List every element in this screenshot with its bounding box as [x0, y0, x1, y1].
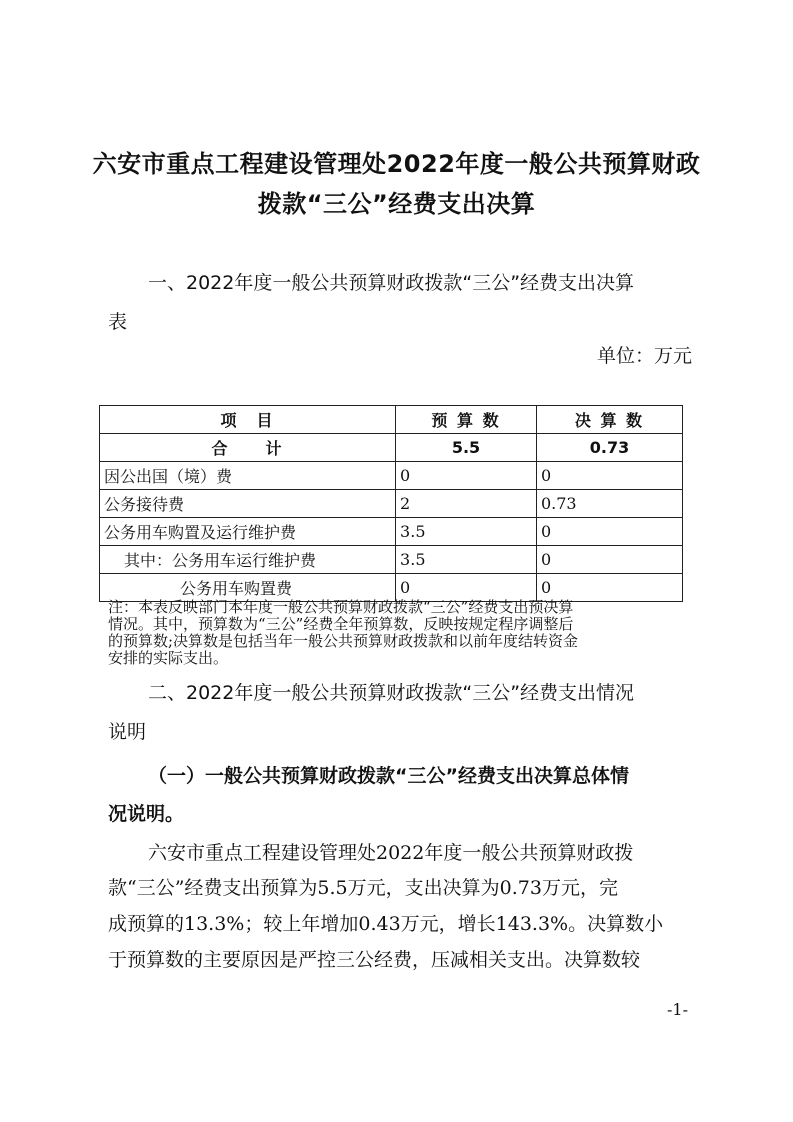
table-row [100, 518, 683, 546]
total-label: 合 计 [100, 434, 396, 462]
unit-label: 单位：万元 [596, 345, 692, 367]
row-budget: 3.5 [396, 518, 537, 546]
document-title-line-1: 六安市重点工程建设管理处2022年度一般公共预算财政 [92, 150, 701, 178]
section-1-heading-line-2: 表 [108, 311, 128, 333]
row-final: 0.73 [536, 490, 682, 518]
row-item: 公务用车购置及运行维护费 [100, 518, 396, 546]
subsection-1-heading-line-1: （一）一般公共预算财政拨款“三公”经费支出决算总体情 [148, 765, 629, 787]
row-final: 0 [536, 546, 682, 574]
note-line: 的预算数;决算数是包括当年一般公共预算财政拨款和以前年度结转资金 [108, 632, 579, 650]
section-1-heading-line-1: 一、2022年度一般公共预算财政拨款“三公”经费支出决算 [148, 272, 635, 294]
table-row [100, 490, 683, 518]
table-row [100, 462, 683, 490]
row-item: 因公出国（境）费 [100, 462, 396, 490]
row-final: 0 [536, 574, 682, 602]
note-line: 安排的实际支出。 [108, 649, 229, 667]
table-header-row [100, 406, 683, 434]
document-title-line-2: 拨款“三公”经费支出决算 [257, 190, 536, 218]
subsection-1-heading-line-2: 况说明。 [108, 803, 185, 825]
section-2-heading-line-2: 说明 [108, 721, 147, 743]
row-final: 0 [536, 518, 682, 546]
header-budget: 预 算 数 [396, 406, 537, 434]
body-paragraph-line-1: 六安市重点工程建设管理处2022年度一般公共预算财政拨 [148, 842, 634, 864]
page-number: -1- [667, 1000, 688, 1019]
row-item: 其中：公务用车运行维护费 [100, 546, 396, 574]
header-final: 决 算 数 [536, 406, 682, 434]
table-total-row [100, 434, 683, 462]
table-row [100, 546, 683, 574]
row-item: 公务用车购置费 [100, 574, 396, 602]
row-budget: 3.5 [396, 546, 537, 574]
table-note [108, 599, 698, 667]
three-public-expenses-table [99, 405, 683, 602]
row-final: 0 [536, 462, 682, 490]
note-line: 情况。其中，预算数为“三公”经费全年预算数，反映按规定程序调整后 [108, 615, 574, 633]
total-final: 0.73 [536, 434, 682, 462]
note-line: 注：本表反映部门本年度一般公共预算财政拨款“三公”经费支出预决算 [108, 598, 574, 616]
section-2-heading-line-1: 二、2022年度一般公共预算财政拨款“三公”经费支出情况 [148, 682, 635, 704]
row-budget: 2 [396, 490, 537, 518]
total-budget: 5.5 [396, 434, 537, 462]
row-item: 公务接待费 [100, 490, 396, 518]
body-paragraph-line-2: 款“三公”经费支出预算为5.5万元，支出决算为0.73万元，完 [108, 877, 618, 899]
body-paragraph-line-3: 成预算的13.3%；较上年增加0.43万元，增长143.3%。决算数小 [108, 913, 664, 935]
row-budget: 0 [396, 462, 537, 490]
row-budget: 0 [396, 574, 537, 602]
header-item: 项 目 [100, 406, 396, 434]
body-paragraph-line-4: 于预算数的主要原因是严控三公经费，压减相关支出。决算数较 [108, 949, 641, 971]
